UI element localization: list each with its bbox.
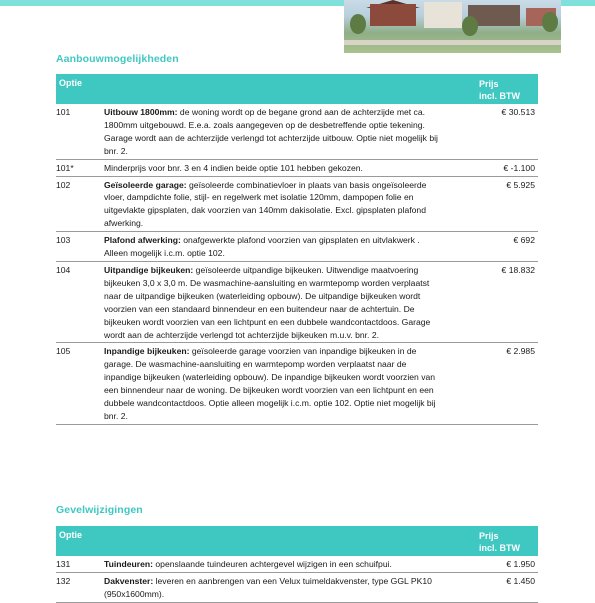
options-table-aanbouw bbox=[56, 74, 538, 425]
option-text: Minderprijs voor bnr. 3 en 4 indien beide optie 101 hebben gekozen. bbox=[104, 162, 363, 173]
photo-tree bbox=[350, 14, 366, 34]
photo-house bbox=[370, 4, 416, 26]
option-text: openslaande tuindeuren achtergevel wijzigen in een schuifpui. bbox=[153, 559, 392, 569]
photo-tree bbox=[542, 12, 558, 32]
option-text: geïsoleerde combinatievloer in plaats van basis ongeïsoleerde vloer, dampdichte folie, stijl- en regelwerk met isolatie 120mm, dampopen folie en uitgevlakte gipsplaten, dak voorzien van 140mm dakisolatie. Excl. gipsplaten plafond afwerking. bbox=[104, 179, 427, 229]
option-number: 102 bbox=[56, 179, 71, 190]
option-title: Dakvenster: bbox=[104, 575, 154, 586]
header-photo-houses bbox=[344, 0, 561, 53]
option-price: € 18.832 bbox=[501, 264, 535, 275]
option-description bbox=[104, 177, 444, 232]
option-text: de woning wordt op de begane grond aan de achterzijde met ca. 1800mm uitgebouwd. E.e.a. zoals aangegeven op de desbetreffende optie tekening. Garage wordt aan de achterzijde verlengd tot achterzijde uitbouw. Optie niet mogelijk bij bnr. 2. bbox=[104, 107, 438, 156]
option-number: 101 bbox=[56, 107, 71, 117]
option-title: Inpandige bijkeuken: bbox=[104, 346, 190, 357]
table-row bbox=[56, 104, 538, 160]
photo-tree bbox=[462, 16, 478, 36]
table-row bbox=[56, 177, 538, 233]
header-option: Optie bbox=[59, 78, 83, 88]
option-price: € 692 bbox=[513, 235, 535, 246]
table-row bbox=[56, 343, 538, 424]
option-title: Plafond afwerking: bbox=[104, 235, 181, 246]
option-number: 132 bbox=[56, 575, 71, 586]
option-price: € -1.100 bbox=[503, 162, 535, 173]
header-option: Optie bbox=[59, 530, 83, 540]
table-row bbox=[56, 556, 538, 573]
options-table-gevel bbox=[56, 526, 538, 603]
option-text: geïsoleerde garage voorzien van inpandige bijkeuken in de garage. De wasmachine-aansluiting en warmtepomp worden verplaatst naar de inpandige bijkeuken (waterleiding opbouw). De inpandige bijkeuken wordt voorzien van een binnendeur naar de woning. De bijkeuken wordt voorzien van een lichtpunt en een dubbele wandcontactdoos. Optie alleen mogelijk i.c.m. optie 102. Optie niet mogelijk bij bnr. 2. bbox=[104, 346, 436, 421]
option-description bbox=[104, 104, 444, 159]
section-title-aanbouw: Aanbouwmogelijkheden bbox=[56, 53, 179, 65]
option-text: geïsoleerde uitpandige bijkeuken. Uitwendige maatvoering bijkeuken 3,0 x 3,0 m. De wasmachine-aansluiting en warmtepomp worden verplaatst naar de uitpandige bijkeuken (waterleiding opbouw). De uitpandige bijkeuken wordt voorzien van een standaard binnendeur en een buitendeur naar de achtertuin. De bijkeuken wordt voorzien van een lichtpunt en een dubbele wandcontactdoos. Garage wordt aan de achterzijde verlengd tot achterzijde bijkeuken m.u.v. bnr. 2. bbox=[104, 264, 431, 340]
table-row bbox=[56, 262, 538, 343]
option-number: 101* bbox=[56, 162, 74, 173]
option-description bbox=[104, 573, 444, 602]
option-title: Geïsoleerde garage: bbox=[104, 179, 187, 190]
table-row bbox=[56, 232, 538, 262]
table-row bbox=[56, 160, 538, 177]
photo-house bbox=[424, 2, 462, 28]
header-price-vat: incl. BTW bbox=[479, 91, 520, 101]
option-number: 103 bbox=[56, 235, 71, 246]
option-price: € 1.450 bbox=[506, 575, 535, 586]
option-number: 104 bbox=[56, 264, 71, 275]
option-description bbox=[104, 262, 444, 342]
option-price: € 1.950 bbox=[506, 559, 535, 569]
photo-path bbox=[344, 40, 561, 45]
option-title: Uitpandige bijkeuken: bbox=[104, 264, 194, 275]
option-text: leveren en aanbrengen van een Velux tuimeldakvenster, type GGL PK10 (950x1600mm). bbox=[104, 575, 432, 599]
header-price bbox=[479, 530, 520, 554]
header-price-label: Prijs bbox=[479, 79, 499, 89]
option-title: Uitbouw 1800mm: bbox=[104, 107, 178, 117]
option-title: Tuindeuren: bbox=[104, 559, 154, 569]
option-text: onafgewerkte plafond voorzien van gipsplaten en uitvlakwerk . Alleen mogelijk i.c.m. optie 102. bbox=[104, 235, 420, 259]
option-description bbox=[104, 232, 444, 261]
option-description bbox=[104, 160, 444, 176]
option-number: 105 bbox=[56, 346, 71, 357]
option-description bbox=[104, 343, 444, 423]
option-description bbox=[104, 556, 494, 572]
option-price: € 2.985 bbox=[506, 346, 535, 357]
header-price-vat: incl. BTW bbox=[479, 543, 520, 553]
table-header bbox=[56, 74, 538, 104]
table-row bbox=[56, 573, 538, 603]
section-title-gevel: Gevelwijzigingen bbox=[56, 504, 143, 516]
option-number: 131 bbox=[56, 559, 71, 569]
header-price-label: Prijs bbox=[479, 531, 499, 541]
table-header bbox=[56, 526, 538, 556]
header-price bbox=[479, 78, 520, 102]
option-price: € 30.513 bbox=[501, 107, 535, 117]
option-price: € 5.925 bbox=[506, 179, 535, 190]
